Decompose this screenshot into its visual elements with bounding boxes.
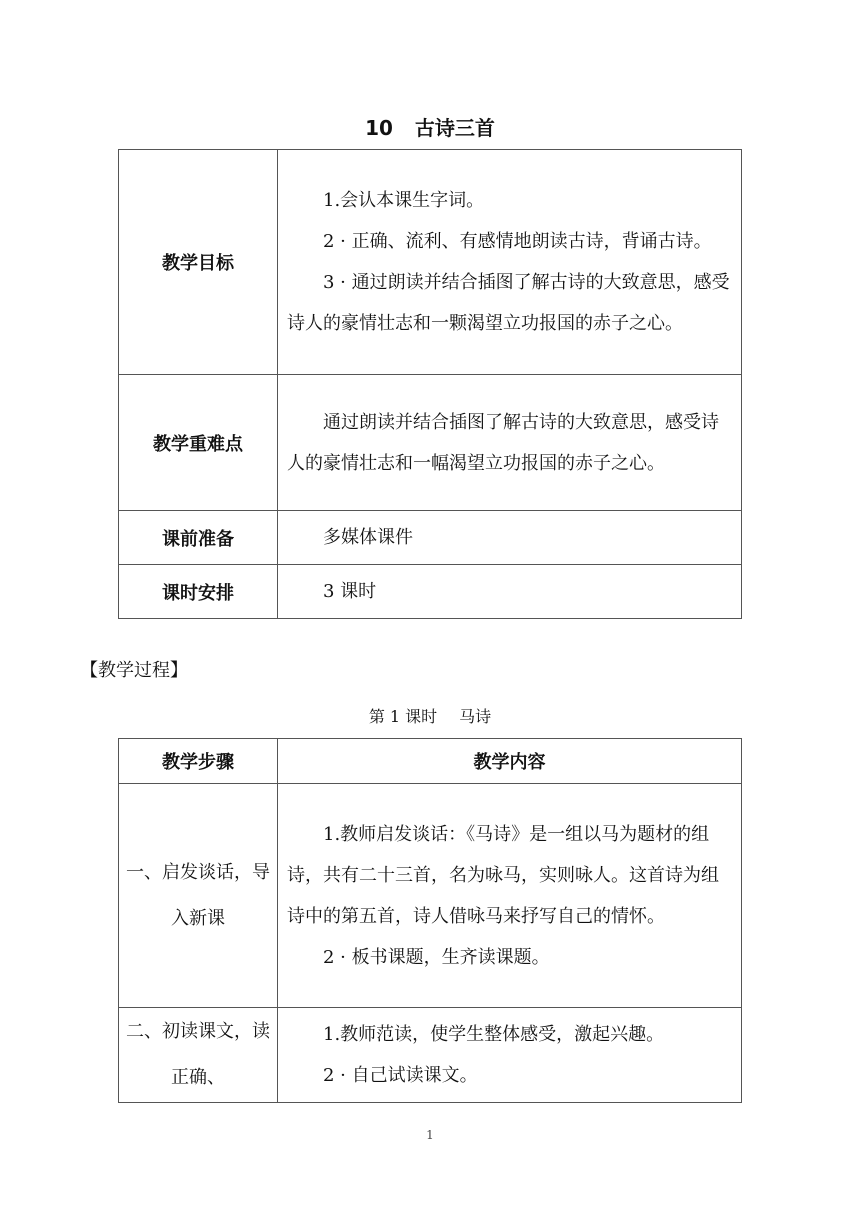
difficulty-content — [278, 375, 742, 511]
prep-content — [278, 511, 742, 565]
section-heading: 【教学过程】 — [80, 660, 188, 681]
table-row — [119, 784, 742, 1008]
lesson-subtitle — [0, 704, 860, 727]
goal-item: 1.会认本课生字词。 — [323, 190, 485, 211]
difficulty-label: 教学重难点 — [119, 375, 278, 511]
lesson-name: 古诗三首 — [414, 116, 495, 140]
step-cell: 一、启发谈话，导入新课 — [119, 784, 278, 1008]
column-header-step: 教学步骤 — [119, 739, 278, 784]
goal-item: 2 · 正确、流利、有感情地朗读古诗，背诵古诗。 — [323, 231, 712, 252]
goals-label: 教学目标 — [119, 150, 278, 375]
table-row — [119, 1008, 742, 1103]
goals-content — [278, 150, 742, 375]
prep-label: 课前准备 — [119, 511, 278, 565]
table-row — [119, 511, 742, 565]
schedule-text: 3 课时 — [323, 581, 377, 602]
schedule-content — [278, 565, 742, 619]
step-cell: 二、初读课文，读正确、 — [119, 1008, 278, 1103]
content-item: 2 · 自己试读课文。 — [323, 1065, 478, 1086]
content-cell — [278, 784, 742, 1008]
prep-text: 多媒体课件 — [323, 527, 413, 548]
table-row — [119, 150, 742, 375]
table-row — [119, 565, 742, 619]
poem-title: 马诗 — [459, 707, 492, 726]
process-table — [118, 738, 742, 1103]
column-header-content: 教学内容 — [278, 739, 742, 784]
schedule-label: 课时安排 — [119, 565, 278, 619]
lesson-period: 第 1 课时 — [368, 707, 438, 726]
content-cell — [278, 1008, 742, 1103]
table-header-row — [119, 739, 742, 784]
content-item: 1.教师范读，使学生整体感受，激起兴趣。 — [323, 1024, 665, 1045]
content-item: 2 · 板书课题，生齐读课题。 — [323, 946, 550, 968]
page-title — [0, 112, 860, 141]
content-item: 1.教师启发谈话：《马诗》是一组以马为题材的组诗，共有二十三首，名为咏马，实则咏人。这首诗为组诗中的第五首，诗人借咏马来抒写自己的情怀。 — [287, 823, 719, 927]
page-number: 1 — [426, 1128, 434, 1142]
difficulty-text: 通过朗读并结合插图了解古诗的大致意思，感受诗人的豪情壮志和一幅渴望立功报国的赤子之心。 — [287, 411, 719, 474]
table-row — [119, 375, 742, 511]
overview-table — [118, 149, 742, 619]
goal-item: 3 · 通过朗读并结合插图了解古诗的大致意思，感受诗人的豪情壮志和一颗渴望立功报国的赤子之心。 — [287, 272, 730, 334]
lesson-number: 10 — [365, 116, 393, 140]
